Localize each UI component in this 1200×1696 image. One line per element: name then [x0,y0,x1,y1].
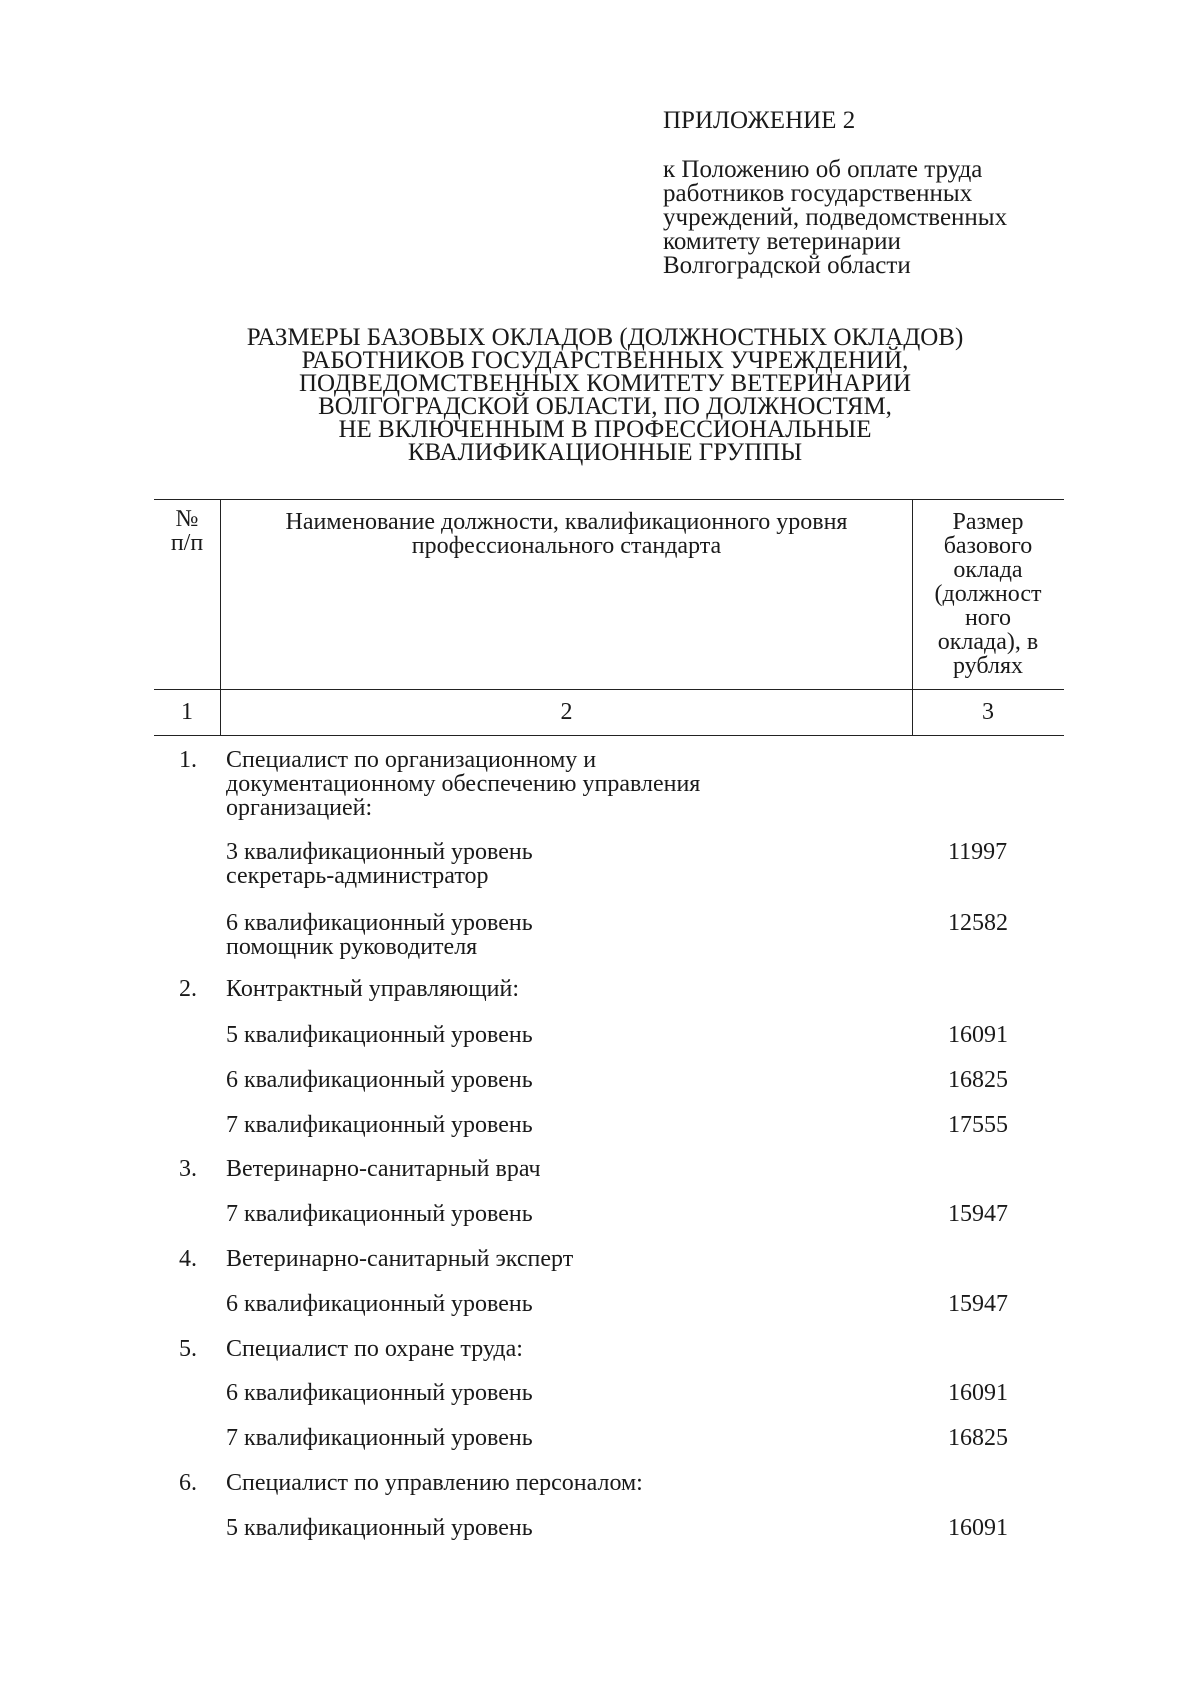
appendix-ref-line: работников государственных [663,180,973,207]
row-text-line: помощник руководителя [226,934,478,960]
header-salary-line: оклада [953,557,1023,583]
title-line: ВОЛГОГРАДСКОЙ ОБЛАСТИ, ПО ДОЛЖНОСТЯМ, [318,393,892,420]
document-title [190,326,1020,464]
row-position [226,1426,866,1450]
row-number: 1. [179,747,197,773]
header-salary-line: рублях [953,653,1023,679]
row-position [226,1023,866,1047]
row-text-line: Специалист по охране труда: [226,1336,523,1362]
header-salary-line: ного [964,605,1012,631]
appendix-ref-line: комитету ветеринарии [663,228,901,255]
salary-value: 16091 [948,1380,1008,1406]
salary-value: 15947 [948,1291,1008,1317]
header-salary-line: (должност [934,581,1042,607]
row-position [226,1068,866,1092]
title-line: НЕ ВКЛЮЧЕННЫМ В ПРОФЕССИОНАЛЬНЫЕ [338,416,872,443]
row-text-line: 5 квалификационный уровень [226,1515,533,1541]
salary-value: 15947 [948,1201,1008,1227]
header-num [154,507,220,555]
column-number: 3 [982,699,994,725]
row-position [226,1113,866,1137]
row-text-line: 6 квалификационный уровень [226,1067,533,1093]
title-line: РАЗМЕРЫ БАЗОВЫХ ОКЛАДОВ (ДОЛЖНОСТНЫХ ОКЛАДОВ) [246,324,964,351]
salary-value: 16091 [948,1515,1008,1541]
title-line: РАБОТНИКОВ ГОСУДАРСТВЕННЫХ УЧРЕЖДЕНИЙ, [301,347,909,374]
header-salary-line: оклада), в [937,629,1039,655]
row-text-line: Контрактный управляющий: [226,976,520,1002]
row-position [226,1516,866,1540]
row-number: 3. [179,1156,197,1182]
row-title [226,1337,866,1361]
row-position [226,1381,866,1405]
row-text-line: Ветеринарно-санитарный врач [226,1156,541,1182]
row-text-line: Специалист по управлению персоналом: [226,1470,643,1496]
table-top-border [154,499,1064,500]
row-title [226,977,866,1001]
title-line: ПОДВЕДОМСТВЕННЫХ КОМИТЕТУ ВЕТЕРИНАРИИ [298,370,912,397]
salary-value: 11997 [948,839,1008,865]
salary-value: 16091 [948,1022,1008,1048]
row-title [226,1157,866,1181]
header-name-line: профессионального стандарта [411,533,722,559]
row-text-line: 6 квалификационный уровень [226,1291,533,1317]
table-header-border [154,689,1064,690]
row-text-line: организацией: [226,795,373,821]
row-text-line: секретарь-администратор [226,863,489,889]
header-name [221,510,912,558]
salary-value: 12582 [948,910,1008,936]
title-line: КВАЛИФИКАЦИОННЫЕ ГРУППЫ [407,439,803,466]
appendix-ref-line: к Положению об оплате труда [663,156,983,183]
row-number: 6. [179,1470,197,1496]
row-position [226,840,866,888]
salary-value: 17555 [948,1112,1008,1138]
header-salary-line: базового [943,533,1033,559]
salary-value: 16825 [948,1067,1008,1093]
row-text-line: Специалист по организационному и [226,747,597,773]
row-text-line: 5 квалификационный уровень [226,1022,533,1048]
header-num-line: № [175,506,199,532]
row-text-line: 7 квалификационный уровень [226,1112,533,1138]
appendix-ref-line: учреждений, подведомственных [663,204,1008,231]
row-text-line: 6 квалификационный уровень [226,910,533,936]
row-number: 5. [179,1336,197,1362]
row-text-line: документационному обеспечению управления [226,771,701,797]
row-number: 2. [179,976,197,1002]
row-text-line: Ветеринарно-санитарный эксперт [226,1246,574,1272]
row-text-line: 6 квалификационный уровень [226,1380,533,1406]
row-text-line: 7 квалификационный уровень [226,1425,533,1451]
salary-value: 16825 [948,1425,1008,1451]
row-title [226,1247,866,1271]
header-salary-line: Размер [952,509,1024,535]
row-position [226,911,866,959]
row-position [226,1202,866,1226]
column-number: 2 [560,699,573,725]
header-name-line: Наименование должности, квалификационного уровня [285,509,848,535]
appendix-reference [663,158,1007,278]
row-title [226,748,866,820]
row-position [226,1292,866,1316]
row-text-line: 7 квалификационный уровень [226,1201,533,1227]
appendix-title: ПРИЛОЖЕНИЕ 2 [663,107,856,134]
row-number: 4. [179,1246,197,1272]
column-number: 1 [181,699,193,725]
appendix-ref-line: Волгоградской области [663,252,911,279]
header-salary [913,510,1063,678]
table-colnum-border [154,735,1064,736]
row-text-line: 3 квалификационный уровень [226,839,533,865]
row-title [226,1471,866,1495]
header-num-line: п/п [170,530,204,556]
